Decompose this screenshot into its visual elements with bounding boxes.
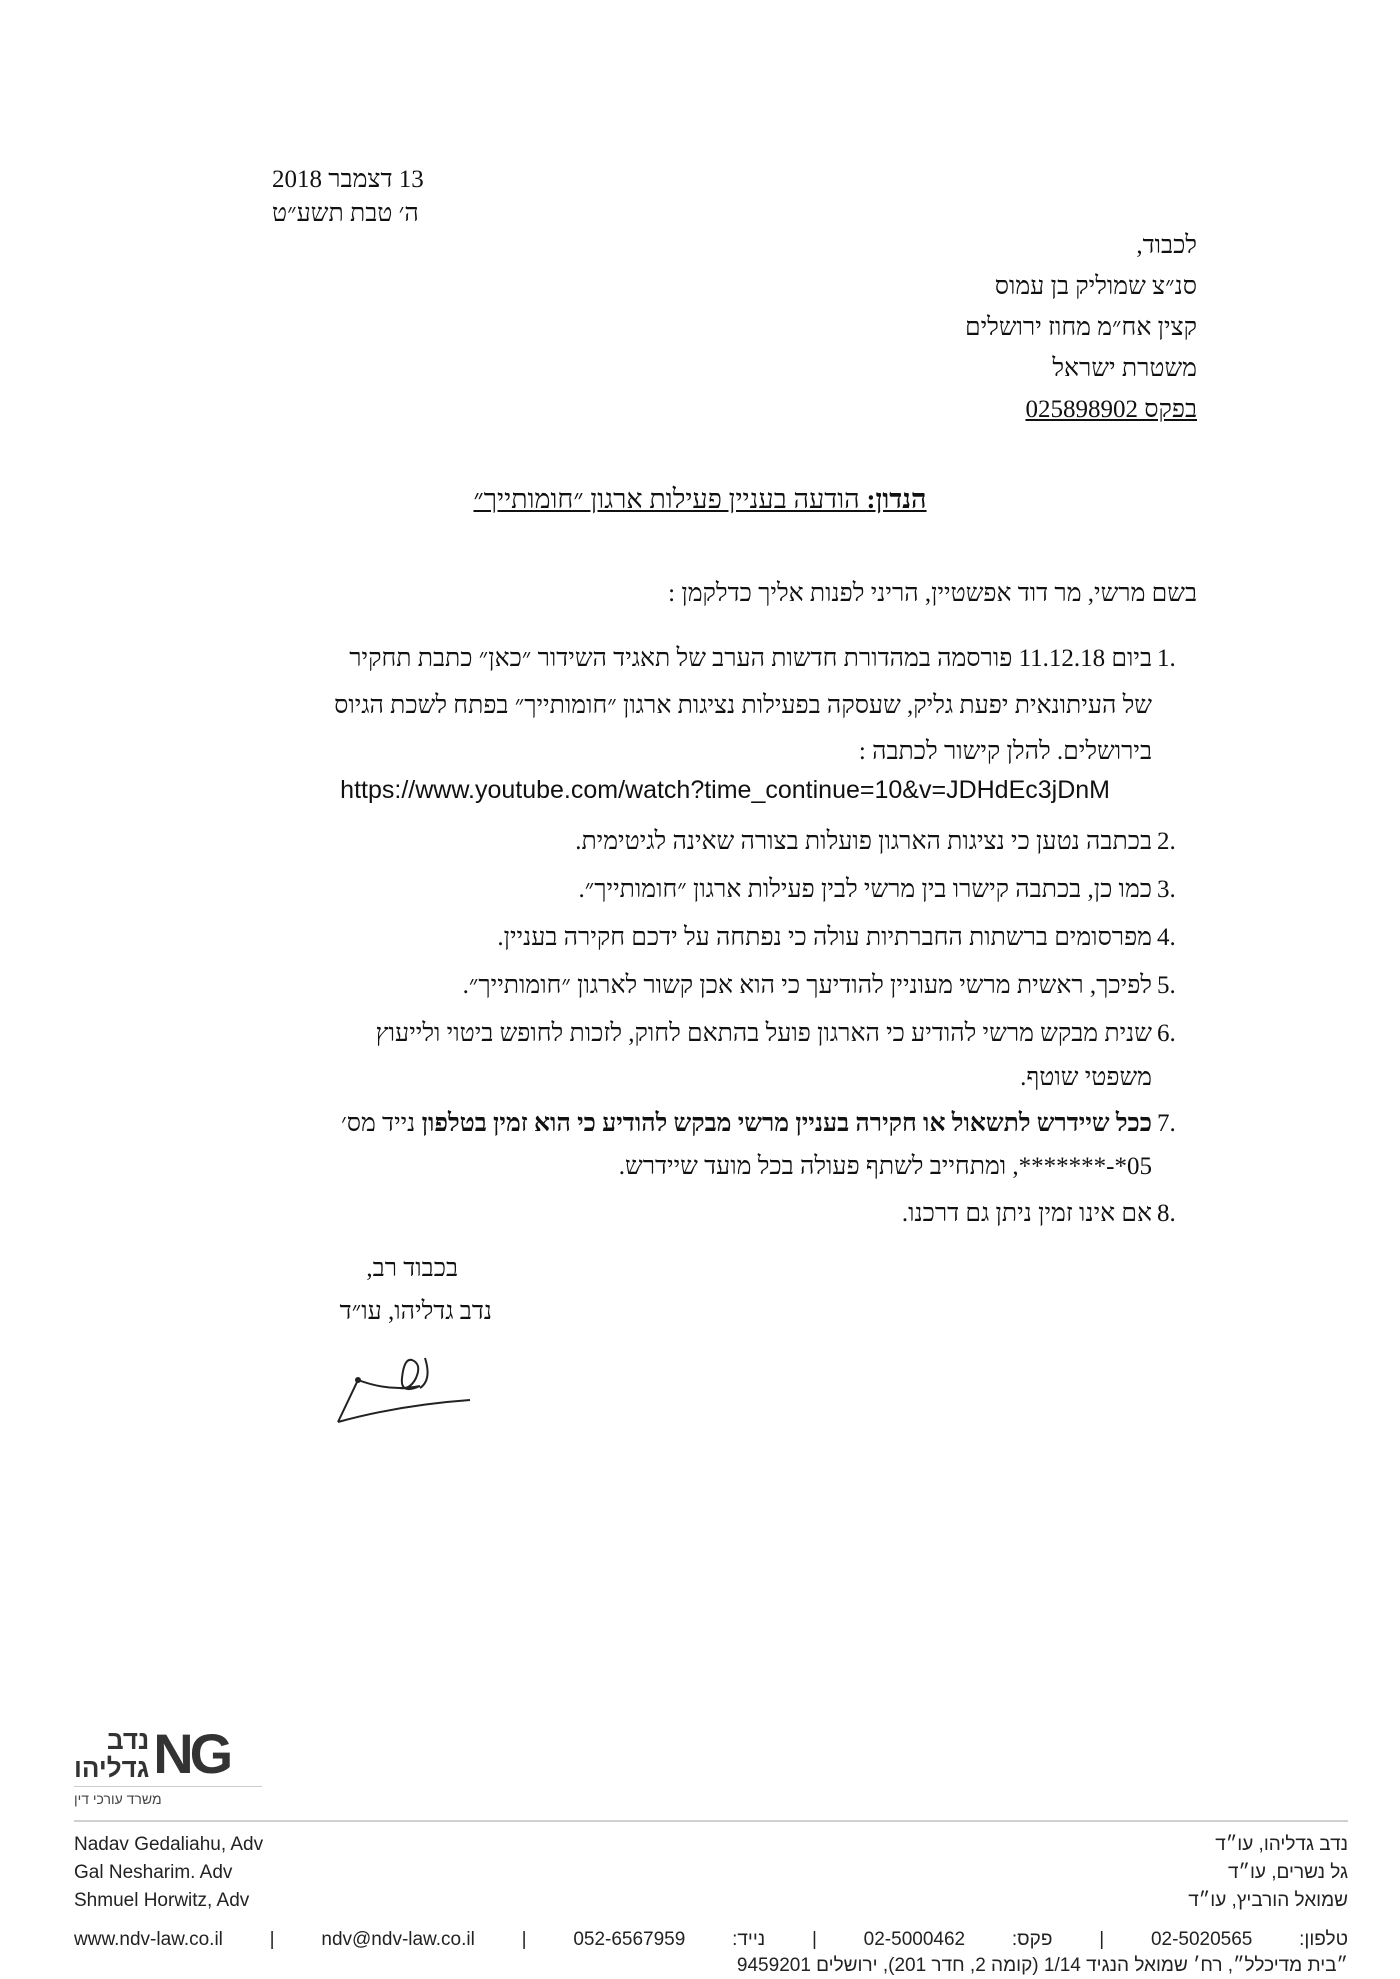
- closing-signer: נדב גדליהו, עו״ד: [339, 1298, 492, 1325]
- subject-label: הנדון:: [866, 484, 927, 514]
- item-number: 1.: [1157, 645, 1176, 672]
- item-7-line2: 05*-*******, ומתחייב לשתף פעולה בכל מועד שיידרש.: [618, 1153, 1152, 1180]
- logo-divider: [74, 1786, 262, 1787]
- item-number: 6.: [1157, 1020, 1176, 1047]
- item-number: 2.: [1157, 828, 1176, 855]
- item-3: כמו כן, בכתבה קישרו בין מרשי לבין פעילות ארגון ״חומותייך״.: [578, 876, 1152, 903]
- intro: בשם מרשי, מר דוד אפשטיין, הריני לפנות אליך כדלקמן :: [668, 580, 1197, 607]
- item-7-line: [252, 1110, 1152, 1138]
- item-5: לפיכך, ראשית מרשי מעוניין להודיעך כי הוא אכן קשור לארגון ״חומותייך״.: [462, 972, 1152, 999]
- item-number: 5.: [1157, 972, 1176, 999]
- signature: [330, 1350, 480, 1430]
- recipient-role: קצין אח״מ מחוז ירושלים: [964, 314, 1197, 341]
- salutation: לכבוד,: [1136, 232, 1197, 259]
- item-7-bold: ככל שיידרש לתשאול או חקירה בעניין מרשי מבקש להודיע כי הוא זמין בטלפון: [421, 1110, 1152, 1137]
- item-number: 7.: [1157, 1110, 1176, 1137]
- name-he: גל נשרים, עו״ד: [1227, 1862, 1348, 1883]
- firm-logo: [74, 1722, 230, 1785]
- item-2: בכתבה נטען כי נציגות הארגון פועלות בצורה שאינה לגיטימית.: [575, 828, 1152, 855]
- item-1-line: של העיתונאית יפעת גליק, שעסקה בפעילות נציגות ארגון ״חומותייך״ בפתח לשכת הגיוס: [334, 692, 1152, 719]
- contact-line: טלפון: 02-5020565 | פקס: 02-5000462 | נייד: 052-6567959 | www.ndv-law.co.il | ndv@ndv-law.co.il: [74, 1929, 1348, 1950]
- subject-text: הודעה בעניין פעילות ארגון ״חומותייך״: [473, 484, 867, 514]
- item-number: 3.: [1157, 876, 1176, 903]
- item-1-line: בירושלים. להלן קישור לכתבה :: [858, 738, 1152, 765]
- date-hebrew: ה׳ טבת תשע״ט: [272, 200, 419, 227]
- name-en: Shmuel Horwitz, Adv: [74, 1890, 250, 1911]
- name-en: Gal Nesharim. Adv: [74, 1862, 233, 1883]
- recipient-org: משטרת ישראל: [1052, 355, 1197, 382]
- article-link[interactable]: https://www.youtube.com/watch?time_continue=10&v=JDHdEc3jDnM: [340, 776, 1110, 804]
- logo-name-line1: נדב: [106, 1725, 150, 1755]
- item-number: 4.: [1157, 924, 1176, 951]
- name-en: Nadav Gedaliahu, Adv: [74, 1834, 264, 1855]
- closing-regards: בכבוד רב,: [366, 1255, 458, 1282]
- item-6-line: משפטי שוטף.: [1020, 1064, 1152, 1091]
- item-8: אם אינו זמין ניתן גם דרכנו.: [901, 1200, 1152, 1227]
- item-7-tail: נייד מס׳: [340, 1110, 422, 1137]
- logo-name: [74, 1726, 149, 1782]
- logo-mark: NG: [153, 1722, 230, 1785]
- footer-divider: [74, 1820, 1348, 1822]
- item-number: 8.: [1157, 1200, 1176, 1227]
- date-gregorian: 13 דצמבר 2018: [272, 166, 424, 193]
- subject-line: [0, 484, 1400, 515]
- logo-name-line2: גדליהו: [74, 1753, 150, 1783]
- item-6-line: שנית מבקש מרשי להודיע כי הארגון פועל בהתאם לחוק, לזכות לחופש ביטוי ולייעוץ: [375, 1020, 1152, 1047]
- address-line: ״בית מדיכלל״, רח׳ שמואל הנגיד 1/14 (קומה 2, חדר 201), ירושלים 9459201: [736, 1955, 1348, 1976]
- name-he: שמואל הורביץ, עו״ד: [1188, 1890, 1348, 1911]
- item-1-line: ביום 11.12.18 פורסמה במהדורת חדשות הערב של תאגיד השידור ״כאן״ כתבת תחקיר: [349, 645, 1152, 672]
- logo-tagline: משרד עורכי דין: [74, 1791, 162, 1807]
- recipient-fax: בפקס 025898902: [1025, 396, 1197, 423]
- item-4: מפרסומים ברשתות החברתיות עולה כי נפתחה על ידכם חקירה בעניין.: [497, 924, 1152, 951]
- recipient-name: סנ״צ שמוליק בן עמוס: [994, 273, 1197, 300]
- name-he: נדב גדליהו, עו״ד: [1215, 1834, 1348, 1855]
